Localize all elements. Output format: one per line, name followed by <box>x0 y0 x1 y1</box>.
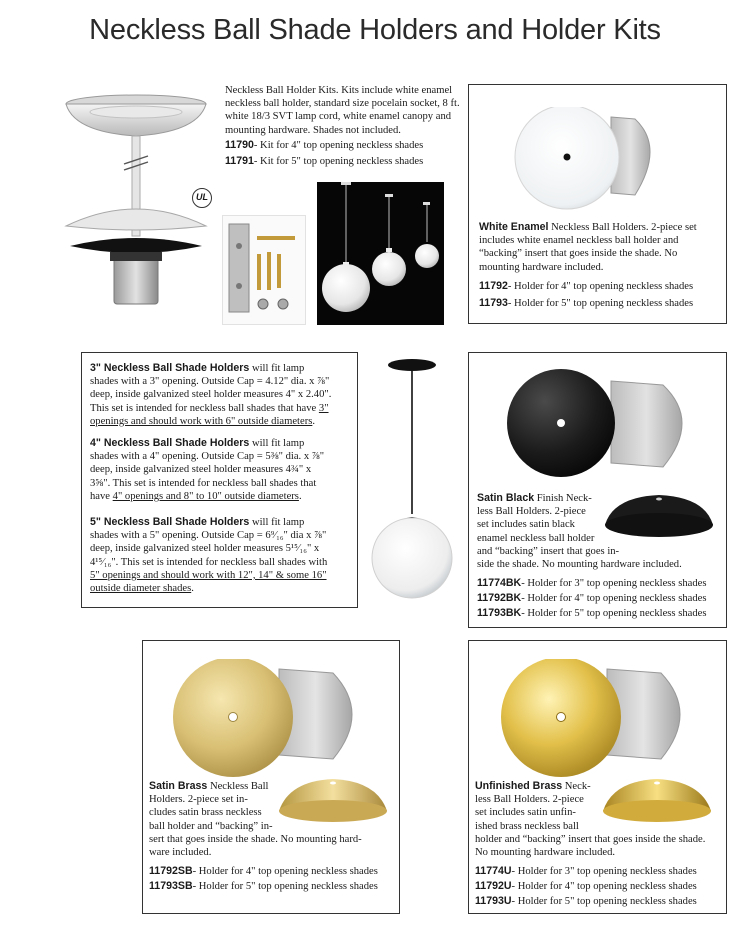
unfinished-brass-box: Unfinished Brass Neck- less Ball Holders. 2-piece set includes satin unfin- ished brass neckless ball holder and “backing” insert that goes inside the shade. No mounting hardware included. 11774U- Holder for 3" top opening neckless shades 11792U- Holder for 4" top opening neckless shades 11793U- Holder for 5" top opening neckless shades <box>468 640 727 914</box>
white-enamel-item-11792: 11792- Holder for 4" top opening neckless shades <box>479 279 694 292</box>
unfinished-brass-desc-line: ished brass neckless ball <box>475 820 579 832</box>
satin-brass-name: Satin Brass <box>149 780 208 792</box>
holder-sizes-box <box>81 352 358 608</box>
white-enamel-name: White Enamel <box>479 221 549 233</box>
kit-item-11791: 11791- Kit for 5" top opening neckless shades <box>225 155 424 168</box>
unfinished-brass-desc-line: less Ball Holders. 2-piece <box>475 794 584 806</box>
white-enamel-desc-line: mounting hardware included. <box>479 261 604 273</box>
white-enamel-box: White Enamel Neckless Ball Holders. 2-piece set includes white enamel neckless ball holder and “backing” insert that goes inside the shade. No mounting hardware included. 11792- Holder for 4" top opening neckless shades 11793- Holder for 5" top opening neckless shades <box>468 84 727 324</box>
pendant-globes-illustration <box>317 182 444 325</box>
satin-black-item-11793BK: 11793BK- Holder for 5" top opening neckless shades <box>477 607 707 620</box>
kit-desc-line: mounting hardware. Shades not included. <box>225 124 401 136</box>
satin-black-desc-line: and “backing” insert that goes in- <box>477 545 620 557</box>
page-title: Neckless Ball Shade Holders and Holder Kits <box>89 14 661 46</box>
unfinished-brass-desc-line: No mounting hardware included. <box>475 847 616 859</box>
satin-brass-desc-line: ware included. <box>149 847 212 859</box>
unfinished-brass-holder-illustration <box>499 659 695 783</box>
satin-black-item-11774BK: 11774BK- Holder for 3" top opening neckless shades <box>477 577 707 590</box>
satin-black-desc-line: less Ball Holders. 2-piece <box>477 506 586 518</box>
ul-listed-mark: UL <box>192 188 212 208</box>
satin-black-box: Satin Black Finish Neck- less Ball Holders. 2-piece set includes satin black enamel neckless ball holder and “backing” insert that goes in- side the shade. No mounting hardware included. 11774BK- Holder for 3" top opening neckless shades 11792BK- Holder for 4" top opening neckless shades 11793BK- Holder for 5" top opening neckless shades <box>468 352 727 628</box>
kit-desc-line: neckless ball holder, standard size pocelain socket, 8 ft. <box>225 98 460 110</box>
white-enamel-item-11793: 11793- Holder for 5" top opening neckless shades <box>479 297 694 310</box>
unfinished-brass-desc-line: holder and “backing” insert that goes inside the shade. <box>475 833 706 845</box>
white-enamel-holder-illustration <box>513 107 673 217</box>
satin-black-item-11792BK: 11792BK- Holder for 4" top opening neckless shades <box>477 592 707 605</box>
size-3-heading: 3" Neckless Ball Shade Holders <box>90 362 250 374</box>
size-4-inch-section: 4" Neckless Ball Shade Holders will fit lamp shades with a 4" opening. Outside Cap = 5⅜" dia. x ⅞" deep, inside galvanized steel holder measures 4¾" x 3⅝". This set is intended for neckless ball shades that have 4" openings and 8" to 10" outside diameters. <box>90 437 325 502</box>
white-enamel-desc-line: includes white enamel neckless ball holder and <box>479 235 679 247</box>
size-4-heading: 4" Neckless Ball Shade Holders <box>90 437 250 449</box>
kit-pendants-photo <box>317 182 444 325</box>
satin-brass-desc-line: Holders. 2-piece set in- <box>149 794 248 806</box>
mounting-hardware-illustration <box>223 216 307 326</box>
satin-black-desc-line: set includes satin black <box>477 519 575 531</box>
unfinished-brass-name: Unfinished Brass <box>475 780 563 792</box>
size-5-inch-section: 5" Neckless Ball Shade Holders will fit lamp shades with a 5" opening. Outside Cap = 6⁹⁄₁₆" dia x ⅞" deep, inside galvanized steel holder measures 5¹⁵⁄₁₆" x 4¹⁵⁄₁₆". This set is intended for neckless ball shades with 5" openings and should work with 12", 14" & some 16" outside diameter shades. <box>90 516 328 595</box>
satin-brass-holder-illustration <box>171 659 367 783</box>
kit-desc-line: Neckless Ball Holder Kits. Kits include white enamel <box>225 85 453 96</box>
size-5-heading: 5" Neckless Ball Shade Holders <box>90 516 250 528</box>
satin-brass-item-11793SB: 11793SB- Holder for 5" top opening neckless shades <box>149 880 378 893</box>
satin-brass-box: Satin Brass Neckless Ball Holders. 2-piece set in- cludes satin brass neckless ball holder and “backing” in- sert that goes inside the shade. No mounting hard- ware included. 11792SB- Holder for 4" top opening neckless shades 11793SB- Holder for 5" top opening neckless shades <box>142 640 400 914</box>
kit-item-11790: 11790- Kit for 4" top opening neckless shades <box>225 138 424 151</box>
satin-black-name: Satin Black <box>477 492 535 504</box>
satin-black-desc-line: side the shade. No mounting hardware included. <box>477 559 682 571</box>
kit-desc-line: white 18/3 SVT lamp cord, white enamel canopy and <box>225 111 452 123</box>
unfinished-brass-item-11774U: 11774U- Holder for 3" top opening neckless shades <box>475 865 697 878</box>
unfinished-brass-item-11793U: 11793U- Holder for 5" top opening neckless shades <box>475 895 697 908</box>
satin-brass-desc-line: cludes satin brass neckless <box>149 807 262 819</box>
kit-hardware-photo <box>222 215 306 325</box>
unfinished-brass-item-11792U: 11792U- Holder for 4" top opening neckless shades <box>475 880 697 893</box>
satin-brass-desc-line: ball holder and “backing” in- <box>149 820 273 832</box>
satin-brass-item-11792SB: 11792SB- Holder for 4" top opening neckless shades <box>149 865 378 878</box>
kit-description <box>225 84 461 168</box>
globe-pendant-illustration <box>366 356 460 602</box>
white-enamel-desc-line: “backing” insert that goes inside the shade. No <box>479 248 678 260</box>
satin-black-desc-line: enamel neckless ball holder <box>477 532 595 544</box>
satin-black-holder-illustration <box>503 367 699 479</box>
size-3-inch-section: 3" Neckless Ball Shade Holders will fit lamp shades with a 3" opening. Outside Cap = 4.12" dia. x ⅞" deep, inside galvanized steel holder measures 4" x 2.40". This set is intended for neckless ball shades that have 3" openings and should work with 6" outside diameters. <box>90 362 332 427</box>
satin-brass-desc-line: sert that goes inside the shade. No mounting hard- <box>149 833 362 845</box>
unfinished-brass-desc-line: set includes satin unfin- <box>475 807 576 819</box>
